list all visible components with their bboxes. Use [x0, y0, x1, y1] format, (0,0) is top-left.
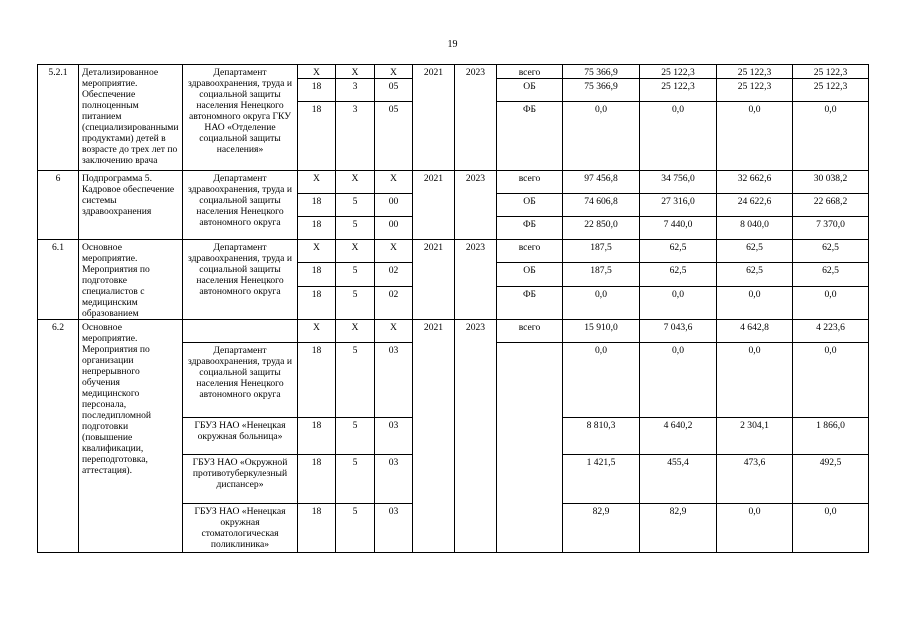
value-cell: 62,5 [640, 240, 717, 263]
funding-source: всего [497, 240, 563, 263]
executor: Департамент здравоохранения, труда и социальной защиты населения Ненецкого автономного округа [183, 343, 298, 418]
page-number: 19 [447, 39, 458, 50]
value-cell: 22 668,2 [793, 194, 869, 217]
code-cell: 3 [336, 79, 375, 102]
value-cell: 0,0 [563, 102, 640, 171]
funding-source: всего [497, 65, 563, 79]
code-cell: Х [336, 65, 375, 79]
executor [183, 320, 298, 343]
code-cell: 5 [336, 343, 375, 418]
value-cell: 473,6 [717, 455, 793, 504]
table-row [38, 65, 869, 79]
value-cell: 4 223,6 [793, 320, 869, 343]
value-cell: 8 040,0 [717, 217, 793, 240]
code-cell: Х [298, 320, 336, 343]
value-cell: 0,0 [563, 286, 640, 319]
value-cell: 4 642,8 [717, 320, 793, 343]
value-cell: 0,0 [640, 286, 717, 319]
funding-source: ОБ [497, 194, 563, 217]
code-cell: Х [298, 171, 336, 194]
funding-source: ФБ [497, 286, 563, 319]
value-cell: 62,5 [793, 240, 869, 263]
funding-source: всего [497, 320, 563, 343]
code-cell: 3 [336, 102, 375, 171]
value-cell: 1 866,0 [793, 418, 869, 455]
value-cell: 455,4 [640, 455, 717, 504]
code-cell: Х [298, 65, 336, 79]
start-year: 2021 [413, 320, 455, 553]
code-cell: 18 [298, 194, 336, 217]
executor: Департамент здравоохранения, труда и социальной защиты населения Ненецкого автономного округа ГКУ НАО «Отделение социальной защиты населения» [183, 65, 298, 171]
code-cell: 18 [298, 286, 336, 319]
value-cell: 7 043,6 [640, 320, 717, 343]
code-cell: Х [375, 171, 413, 194]
start-year: 2021 [413, 240, 455, 320]
value-cell: 75 366,9 [563, 65, 640, 79]
code-cell: Х [336, 171, 375, 194]
code-cell: 5 [336, 286, 375, 319]
code-cell: 05 [375, 102, 413, 171]
value-cell: 25 122,3 [717, 65, 793, 79]
code-cell: 18 [298, 263, 336, 286]
code-cell: 18 [298, 343, 336, 418]
row-number: 6 [38, 171, 79, 240]
value-cell: 22 850,0 [563, 217, 640, 240]
funding-source: ОБ [497, 263, 563, 286]
value-cell: 27 316,0 [640, 194, 717, 217]
row-number: 5.2.1 [38, 65, 79, 171]
code-cell: Х [336, 320, 375, 343]
value-cell: 75 366,9 [563, 79, 640, 102]
value-cell: 0,0 [717, 504, 793, 553]
start-year: 2021 [413, 65, 455, 171]
value-cell: 1 421,5 [563, 455, 640, 504]
code-cell: 5 [336, 217, 375, 240]
code-cell: 18 [298, 79, 336, 102]
value-cell: 97 456,8 [563, 171, 640, 194]
value-cell: 7 440,0 [640, 217, 717, 240]
value-cell: 25 122,3 [793, 79, 869, 102]
value-cell: 0,0 [717, 343, 793, 418]
code-cell: Х [298, 240, 336, 263]
value-cell: 187,5 [563, 240, 640, 263]
code-cell: 18 [298, 455, 336, 504]
value-cell: 82,9 [563, 504, 640, 553]
value-cell: 30 038,2 [793, 171, 869, 194]
activity-name: Детализированное мероприятие. Обеспечение полноценным питанием (специализированными продуктами) детей в возрасте до трех лет по заключению врача [79, 65, 183, 171]
value-cell: 34 756,0 [640, 171, 717, 194]
value-cell: 0,0 [793, 286, 869, 319]
activity-name: Основное мероприятие. Мероприятия по организации непрерывного обучения медицинского персонала, последипломной подготовки (повышение квалификации, переподготовка, аттестация). [79, 320, 183, 553]
value-cell: 0,0 [717, 286, 793, 319]
code-cell: Х [375, 320, 413, 343]
value-cell: 2 304,1 [717, 418, 793, 455]
end-year: 2023 [455, 171, 497, 240]
code-cell: 02 [375, 263, 413, 286]
value-cell: 0,0 [793, 102, 869, 171]
code-cell: 18 [298, 102, 336, 171]
activity-name: Подпрограмма 5. Кадровое обеспечение системы здравоохранения [79, 171, 183, 240]
code-cell: 03 [375, 455, 413, 504]
funding-source: всего [497, 171, 563, 194]
value-cell: 62,5 [793, 263, 869, 286]
executor: Департамент здравоохранения, труда и социальной защиты населения Ненецкого автономного округа [183, 171, 298, 240]
budget-table [37, 64, 869, 553]
code-cell: 18 [298, 418, 336, 455]
executor: ГБУЗ НАО «Ненецкая окружная больница» [183, 418, 298, 455]
code-cell: 5 [336, 418, 375, 455]
value-cell: 4 640,2 [640, 418, 717, 455]
code-cell: 02 [375, 286, 413, 319]
code-cell: Х [375, 240, 413, 263]
table-row [38, 320, 869, 343]
value-cell: 187,5 [563, 263, 640, 286]
funding-source: ФБ [497, 102, 563, 171]
value-cell: 25 122,3 [717, 79, 793, 102]
value-cell: 62,5 [717, 263, 793, 286]
value-cell: 8 810,3 [563, 418, 640, 455]
end-year: 2023 [455, 65, 497, 171]
value-cell: 62,5 [717, 240, 793, 263]
funding-source: ФБ [497, 217, 563, 240]
value-cell: 82,9 [640, 504, 717, 553]
value-cell: 0,0 [640, 343, 717, 418]
start-year: 2021 [413, 171, 455, 240]
executor: ГБУЗ НАО «Ненецкая окружная стоматологическая поликлиника» [183, 504, 298, 553]
code-cell: 03 [375, 504, 413, 553]
code-cell: 5 [336, 455, 375, 504]
code-cell: Х [375, 65, 413, 79]
row-number: 6.1 [38, 240, 79, 320]
funding-source [497, 343, 563, 553]
value-cell: 32 662,6 [717, 171, 793, 194]
row-number: 6.2 [38, 320, 79, 553]
value-cell: 0,0 [717, 102, 793, 171]
code-cell: 05 [375, 79, 413, 102]
code-cell: 03 [375, 343, 413, 418]
end-year: 2023 [455, 320, 497, 553]
value-cell: 0,0 [793, 504, 869, 553]
executor: Департамент здравоохранения, труда и социальной защиты населения Ненецкого автономного округа [183, 240, 298, 320]
value-cell: 0,0 [563, 343, 640, 418]
value-cell: 25 122,3 [640, 65, 717, 79]
code-cell: 18 [298, 504, 336, 553]
value-cell: 0,0 [793, 343, 869, 418]
value-cell: 15 910,0 [563, 320, 640, 343]
value-cell: 24 622,6 [717, 194, 793, 217]
end-year: 2023 [455, 240, 497, 320]
code-cell: 00 [375, 217, 413, 240]
code-cell: 03 [375, 418, 413, 455]
executor: ГБУЗ НАО «Окружной противотуберкулезный диспансер» [183, 455, 298, 504]
funding-source: ОБ [497, 79, 563, 102]
code-cell: Х [336, 240, 375, 263]
code-cell: 5 [336, 263, 375, 286]
value-cell: 0,0 [640, 102, 717, 171]
value-cell: 25 122,3 [793, 65, 869, 79]
value-cell: 7 370,0 [793, 217, 869, 240]
value-cell: 25 122,3 [640, 79, 717, 102]
value-cell: 492,5 [793, 455, 869, 504]
code-cell: 18 [298, 217, 336, 240]
value-cell: 62,5 [640, 263, 717, 286]
code-cell: 5 [336, 504, 375, 553]
value-cell: 74 606,8 [563, 194, 640, 217]
table-row [38, 171, 869, 194]
activity-name: Основное мероприятие. Мероприятия по подготовке специалистов с медицинским образованием [79, 240, 183, 320]
code-cell: 00 [375, 194, 413, 217]
table-row [38, 240, 869, 263]
code-cell: 5 [336, 194, 375, 217]
